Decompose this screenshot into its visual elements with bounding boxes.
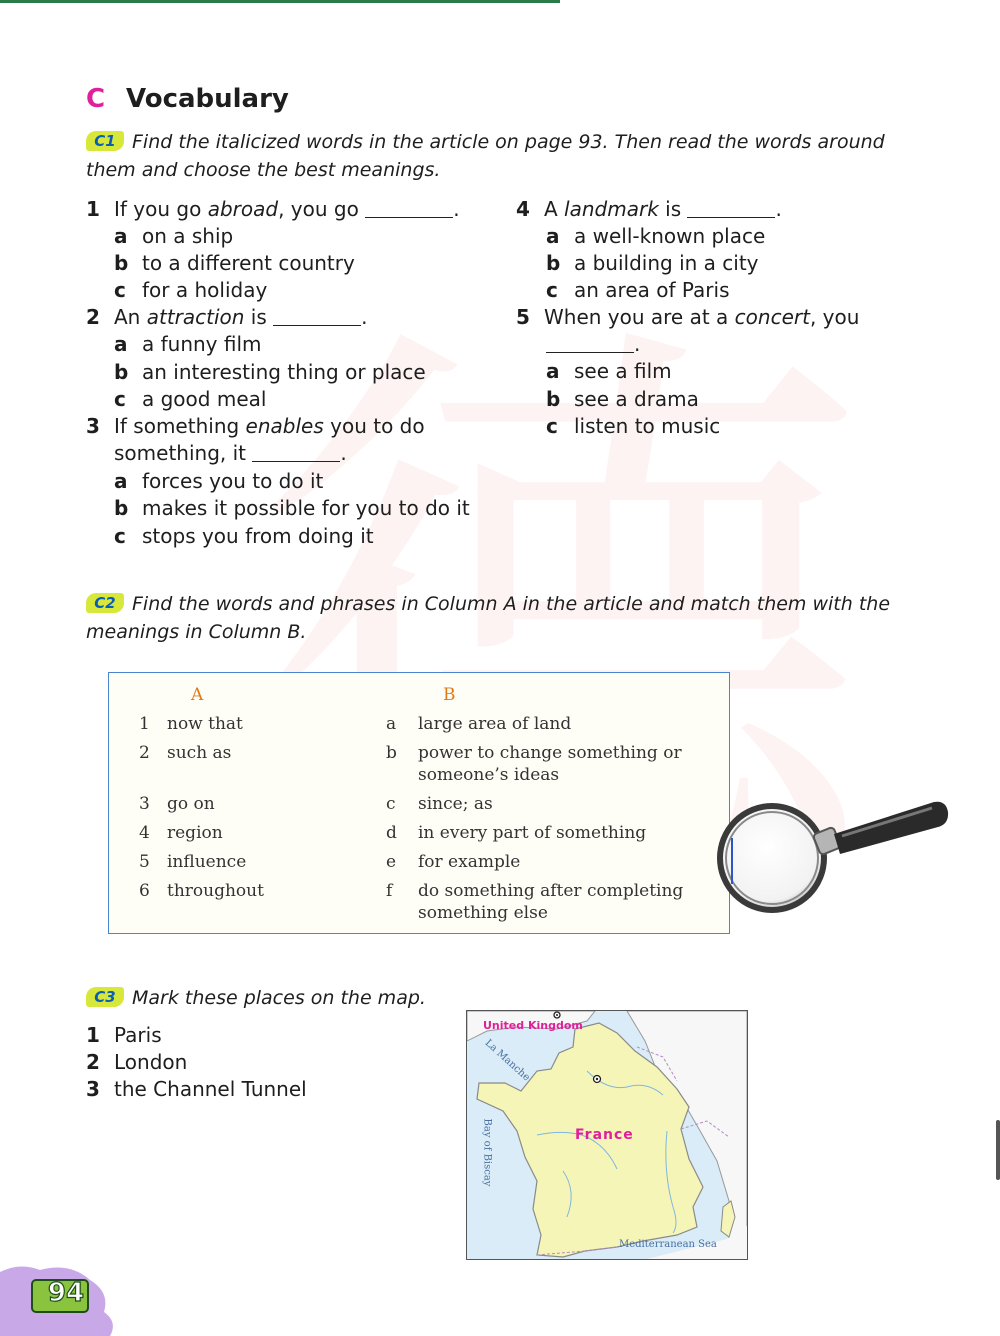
c1-badge: C1 xyxy=(86,131,124,151)
option[interactable]: a a funny film xyxy=(114,332,262,356)
option[interactable]: b makes it possible for you to do it xyxy=(114,496,470,520)
col-a-term[interactable]: now that xyxy=(167,714,243,734)
c2-instruction: C2 Find the words and phrases in Column A in the article and match them with the meanings in Column B. xyxy=(86,593,891,643)
col-a-num: 3 xyxy=(139,794,150,814)
question-2: 2 An attraction is . xyxy=(86,305,368,329)
col-a-term[interactable]: go on xyxy=(167,794,215,814)
option[interactable]: c stops you from doing it xyxy=(114,524,374,548)
col-b-meaning[interactable]: power to change something or someone’s ideas xyxy=(418,743,682,785)
answer-blank[interactable] xyxy=(365,197,453,218)
column-a-header: A xyxy=(191,685,204,705)
c3-item: 3 the Channel Tunnel xyxy=(86,1077,307,1101)
col-b-letter: c xyxy=(386,794,396,814)
section-title: Vocabulary xyxy=(126,84,289,114)
question-4: 4 A landmark is . xyxy=(516,197,782,221)
option[interactable]: b an interesting thing or place xyxy=(114,360,426,384)
c3-badge: C3 xyxy=(86,987,124,1007)
col-b-meaning[interactable]: do something after completing something else xyxy=(418,881,684,923)
option[interactable]: a on a ship xyxy=(114,224,234,248)
france-map[interactable] xyxy=(466,1010,748,1260)
map-label-mediterranean: Mediterranean Sea xyxy=(619,1239,717,1250)
c3-item: 1 Paris xyxy=(86,1023,162,1047)
question-5-line2: . xyxy=(546,331,640,358)
col-b-letter: a xyxy=(386,714,397,734)
col-a-term[interactable]: such as xyxy=(167,743,232,763)
page-edge-mark xyxy=(996,1120,1000,1180)
option[interactable]: a forces you to do it xyxy=(114,469,324,493)
question-1: 1 If you go abroad, you go . xyxy=(86,197,460,221)
option[interactable]: a see a film xyxy=(546,359,672,383)
matching-table xyxy=(108,672,730,934)
col-b-letter: b xyxy=(386,743,397,763)
c2-badge: C2 xyxy=(86,593,124,613)
question-3-line2: something, it . xyxy=(114,441,347,465)
c3-instruction: C3 Mark these places on the map. xyxy=(86,984,426,1012)
answer-blank[interactable] xyxy=(252,441,340,462)
question-3: 3 If something enables you to do xyxy=(86,414,425,438)
answer-blank[interactable] xyxy=(273,305,361,326)
column-b-header: B xyxy=(443,685,456,705)
option[interactable]: c a good meal xyxy=(114,387,267,411)
col-a-num: 1 xyxy=(139,714,150,734)
col-b-letter: e xyxy=(386,852,397,872)
col-a-num: 4 xyxy=(139,823,150,843)
col-b-letter: d xyxy=(386,823,397,843)
option[interactable]: b to a different country xyxy=(114,251,355,275)
col-b-meaning[interactable]: in every part of something xyxy=(418,823,647,843)
top-rule xyxy=(0,0,560,3)
map-label-bay: Bay of Biscay xyxy=(481,1118,493,1187)
option[interactable]: a a well-known place xyxy=(546,224,766,248)
question-5: 5 When you are at a concert, you xyxy=(516,305,860,329)
option[interactable]: c for a holiday xyxy=(114,278,268,302)
col-a-term[interactable]: influence xyxy=(167,852,247,872)
map-label-france: France xyxy=(575,1127,634,1143)
option[interactable]: c an area of Paris xyxy=(546,278,730,302)
c1-instruction: C1 Find the italicized words in the article on page 93. Then read the words around them and choose the best meanings. xyxy=(86,131,885,181)
map-label-la-manche: La Manche xyxy=(482,1037,532,1084)
col-a-term[interactable]: throughout xyxy=(167,881,264,901)
page-number: 94 xyxy=(47,1278,85,1308)
magnifying-glass-icon xyxy=(712,796,952,916)
col-b-meaning[interactable]: large area of land xyxy=(418,714,572,734)
answer-blank[interactable] xyxy=(546,332,634,353)
answer-blank[interactable] xyxy=(687,197,775,218)
map-label-uk: United Kingdom xyxy=(483,1019,583,1032)
option[interactable]: b see a drama xyxy=(546,387,699,411)
col-a-num: 2 xyxy=(139,743,150,763)
col-b-letter: f xyxy=(386,881,393,901)
col-b-meaning[interactable]: for example xyxy=(418,852,521,872)
col-a-term[interactable]: region xyxy=(167,823,223,843)
col-a-num: 5 xyxy=(139,852,150,872)
col-a-num: 6 xyxy=(139,881,150,901)
col-b-meaning[interactable]: since; as xyxy=(418,794,493,814)
option[interactable]: c listen to music xyxy=(546,414,721,438)
c3-item: 2 London xyxy=(86,1050,188,1074)
option[interactable]: b a building in a city xyxy=(546,251,759,275)
section-letter: C xyxy=(86,84,106,114)
